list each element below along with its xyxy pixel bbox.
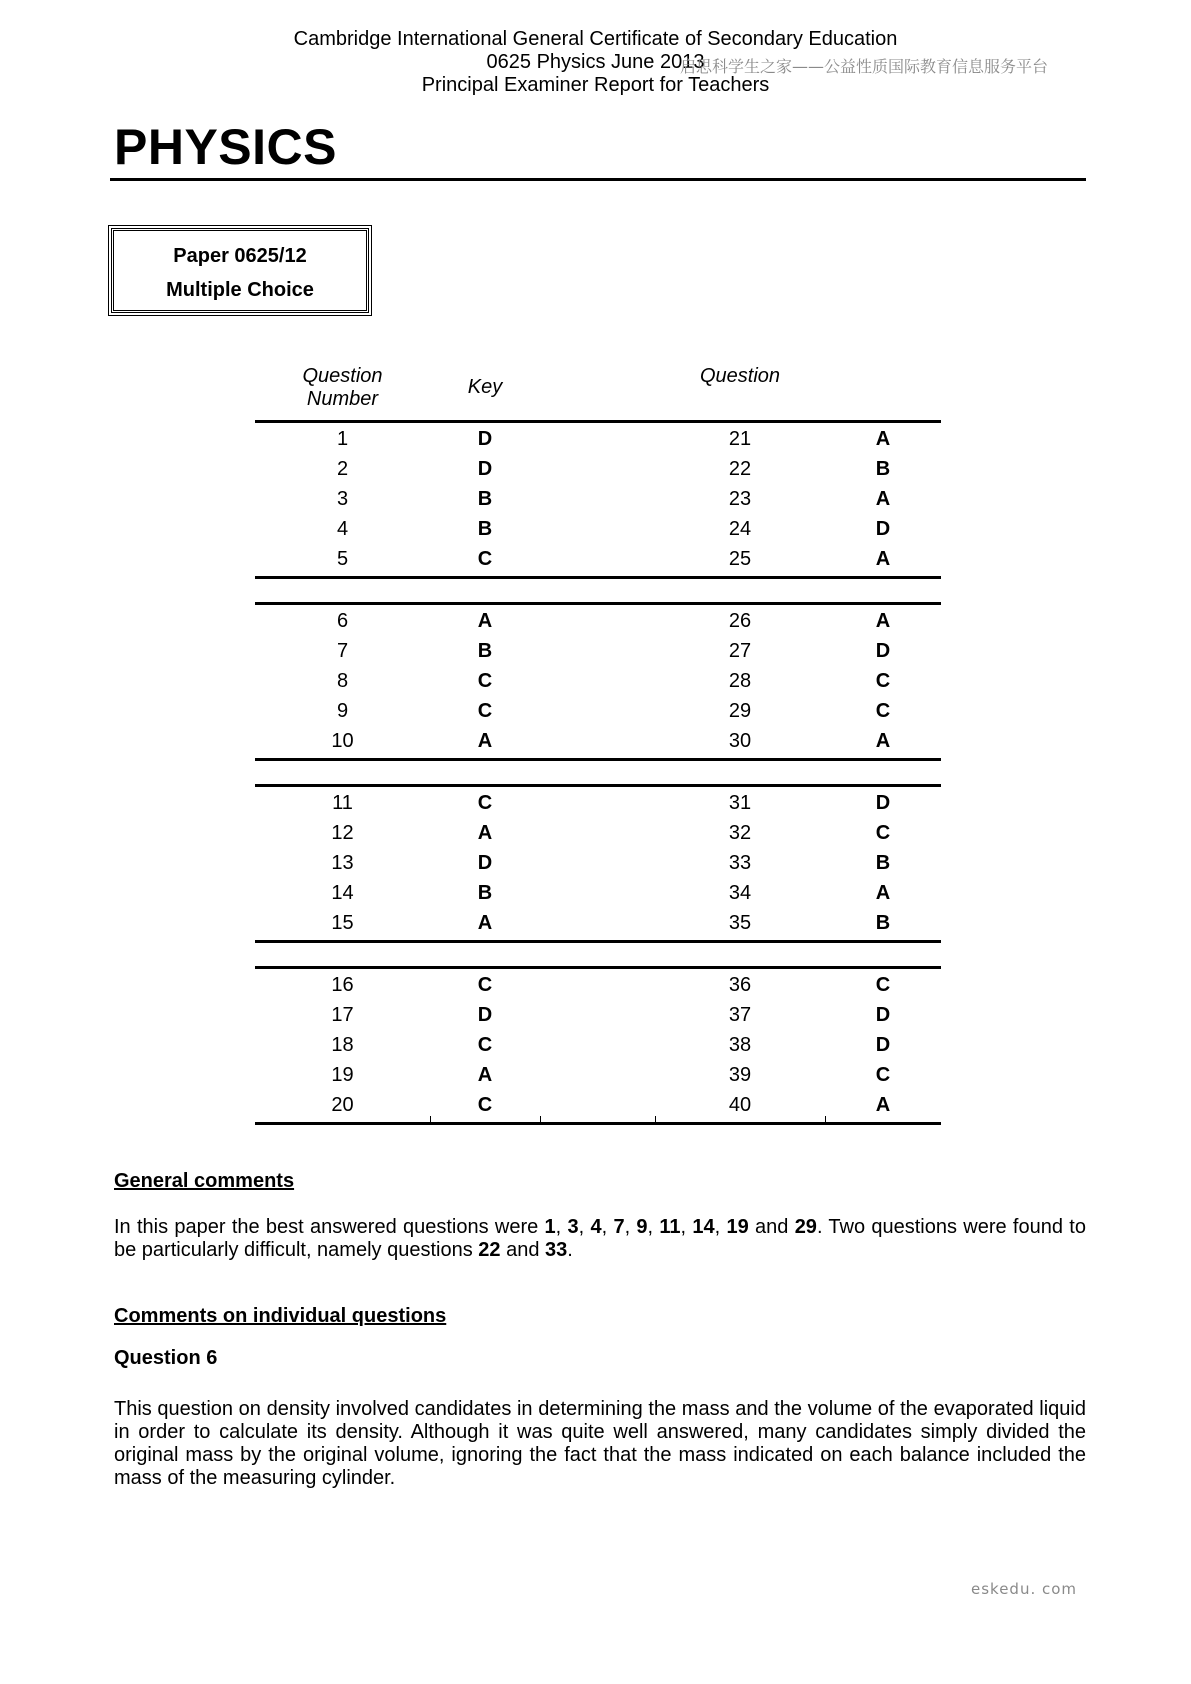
answer-key-cell: C [477, 792, 493, 814]
answer-key-cell: C [477, 974, 493, 996]
question-number-cell: 19 [331, 1064, 354, 1086]
question-number-cell: 38 [728, 1034, 752, 1056]
question-number-cell: 21 [728, 428, 752, 450]
question-number-cell: 29 [728, 700, 752, 722]
question-number-cell: 4 [336, 518, 349, 540]
text-run: and [748, 1216, 795, 1238]
table-column-tick [825, 1116, 826, 1124]
table-rule [255, 420, 941, 423]
answer-key-cell: D [875, 518, 891, 540]
header-number-label: Number [306, 388, 379, 410]
text-run: , [624, 1216, 637, 1238]
question-6-text: This question on density involved candidates in determining the mass and the volume of the evaporated liquid in order to calculate its density. Although it was quite well answered, many candidates simply divided the original mass by the original volume, ignoring the fact that the mass indicated on each balance included the mass of the measuring cylinder. [114, 1398, 1086, 1489]
header-key: Key [467, 376, 503, 398]
question-number-cell: 25 [728, 548, 752, 570]
question-ref: 19 [726, 1216, 749, 1238]
answer-key-cell: D [477, 852, 493, 874]
question-number-cell: 39 [728, 1064, 752, 1086]
answer-key-cell: A [477, 912, 493, 934]
watermark-text: 启思科学生之家——公益性质国际教育信息服务平台 [680, 57, 1049, 76]
header-line-1: Cambridge International General Certificate of Secondary Education [293, 28, 898, 50]
answer-key-cell: A [875, 610, 891, 632]
header-question-label: Question [302, 365, 383, 387]
table-rule [255, 784, 941, 787]
answer-key-cell: C [875, 670, 891, 692]
text-run: and [500, 1239, 545, 1261]
question-number-cell: 8 [336, 670, 349, 692]
table-rule [255, 758, 941, 761]
answer-key-cell: B [875, 912, 891, 934]
answer-key-cell: D [875, 1034, 891, 1056]
answer-key-cell: C [875, 1064, 891, 1086]
text-run: , [578, 1216, 591, 1238]
question-ref: 9 [636, 1216, 648, 1238]
answer-key-cell: A [875, 428, 891, 450]
question-number-cell: 10 [331, 730, 354, 752]
answer-key-cell: B [875, 458, 891, 480]
answer-key-cell: C [875, 974, 891, 996]
question-number-cell: 20 [331, 1094, 354, 1116]
paper-type: Multiple Choice [166, 279, 314, 301]
answer-key-cell: D [875, 640, 891, 662]
question-number-cell: 22 [728, 458, 752, 480]
footer-site: eskedu. com [971, 1580, 1078, 1598]
answer-key-cell: C [477, 1094, 493, 1116]
question-6-heading: Question 6 [114, 1347, 218, 1369]
answer-key-cell: C [477, 670, 493, 692]
answer-key-cell: A [875, 488, 891, 510]
answer-key-cell: B [477, 518, 493, 540]
header-line-2: 0625 Physics June 2013 [486, 51, 705, 73]
answer-key-cell: A [875, 548, 891, 570]
table-column-tick [430, 1116, 431, 1124]
answer-key-cell: D [477, 1004, 493, 1026]
question-number-cell: 18 [331, 1034, 354, 1056]
page-title: PHYSICS [114, 119, 338, 175]
answer-key-cell: A [477, 1064, 493, 1086]
answer-key-cell: D [875, 792, 891, 814]
question-number-cell: 40 [728, 1094, 752, 1116]
question-number-cell: 26 [728, 610, 752, 632]
question-number-cell: 33 [728, 852, 752, 874]
header-question-2: Question [699, 365, 781, 387]
text-run: , [714, 1216, 727, 1238]
question-number-cell: 32 [728, 822, 752, 844]
question-number-cell: 35 [728, 912, 752, 934]
question-ref: 14 [692, 1216, 715, 1238]
question-number-cell: 7 [336, 640, 349, 662]
question-number-cell: 28 [728, 670, 752, 692]
answer-key-cell: A [875, 1094, 891, 1116]
question-number-cell: 30 [728, 730, 752, 752]
question-ref: 11 [659, 1216, 681, 1238]
question-number-cell: 23 [728, 488, 752, 510]
table-rule [255, 602, 941, 605]
text-run: In this paper the best answered questions were [114, 1216, 545, 1238]
table-rule [255, 966, 941, 969]
question-number-cell: 1 [336, 428, 349, 450]
general-comments-text [114, 1216, 1086, 1262]
text-run: , [601, 1216, 614, 1238]
question-number-cell: 24 [728, 518, 752, 540]
answer-key-cell: A [477, 822, 493, 844]
question-number-cell: 34 [728, 882, 752, 904]
answer-key-cell: B [477, 488, 493, 510]
individual-comments-heading: Comments on individual questions [114, 1305, 447, 1327]
question-number-cell: 31 [728, 792, 752, 814]
question-number-cell: 3 [336, 488, 349, 510]
header-line-3: Principal Examiner Report for Teachers [421, 74, 770, 96]
question-number-cell: 14 [331, 882, 354, 904]
question-ref: 29 [794, 1216, 817, 1238]
answer-key-cell: A [875, 730, 891, 752]
question-number-cell: 27 [728, 640, 752, 662]
answer-key-cell: A [477, 610, 493, 632]
table-column-tick [655, 1116, 656, 1124]
text-run: , [647, 1216, 660, 1238]
question-number-cell: 5 [336, 548, 349, 570]
question-number-cell: 9 [336, 700, 349, 722]
question-ref: 33 [545, 1239, 568, 1261]
question-ref: 4 [590, 1216, 602, 1238]
table-rule [255, 940, 941, 943]
answer-key-cell: C [477, 548, 493, 570]
answer-key-cell: C [477, 1034, 493, 1056]
answer-key-cell: D [875, 1004, 891, 1026]
answer-key-cell: A [477, 730, 493, 752]
answer-key-cell: B [477, 882, 493, 904]
question-number-cell: 37 [728, 1004, 752, 1026]
question-ref: 3 [567, 1216, 579, 1238]
question-number-cell: 6 [336, 610, 349, 632]
question-ref: 7 [613, 1216, 625, 1238]
table-column-tick [540, 1116, 541, 1124]
question-number-cell: 15 [331, 912, 354, 934]
paper-code: Paper 0625/12 [173, 245, 307, 267]
paper-box [111, 228, 369, 313]
text-run: . Two questions were found to be particularly difficult, namely questions [114, 1216, 1086, 1261]
header-question-number [255, 365, 430, 411]
text-run: , [680, 1216, 693, 1238]
answer-key-cell: D [477, 428, 493, 450]
answer-key-cell: C [875, 700, 891, 722]
question-number-cell: 13 [331, 852, 354, 874]
answer-key-cell: A [875, 882, 891, 904]
question-number-cell: 11 [332, 792, 353, 814]
title-divider [110, 178, 1086, 181]
question-ref: 1 [544, 1216, 556, 1238]
question-number-cell: 17 [331, 1004, 354, 1026]
question-number-cell: 16 [331, 974, 354, 996]
text-run: . [567, 1239, 573, 1261]
question-number-cell: 36 [728, 974, 752, 996]
question-number-cell: 2 [336, 458, 349, 480]
answer-key-cell: C [477, 700, 493, 722]
table-rule [255, 1122, 941, 1125]
table-rule [255, 576, 941, 579]
question-number-cell: 12 [331, 822, 354, 844]
answer-key-cell: C [875, 822, 891, 844]
text-run: , [555, 1216, 568, 1238]
answer-key-cell: B [875, 852, 891, 874]
question-ref: 22 [478, 1239, 501, 1261]
answer-key-cell: B [477, 640, 493, 662]
general-comments-heading: General comments [114, 1170, 295, 1192]
answer-key-cell: D [477, 458, 493, 480]
